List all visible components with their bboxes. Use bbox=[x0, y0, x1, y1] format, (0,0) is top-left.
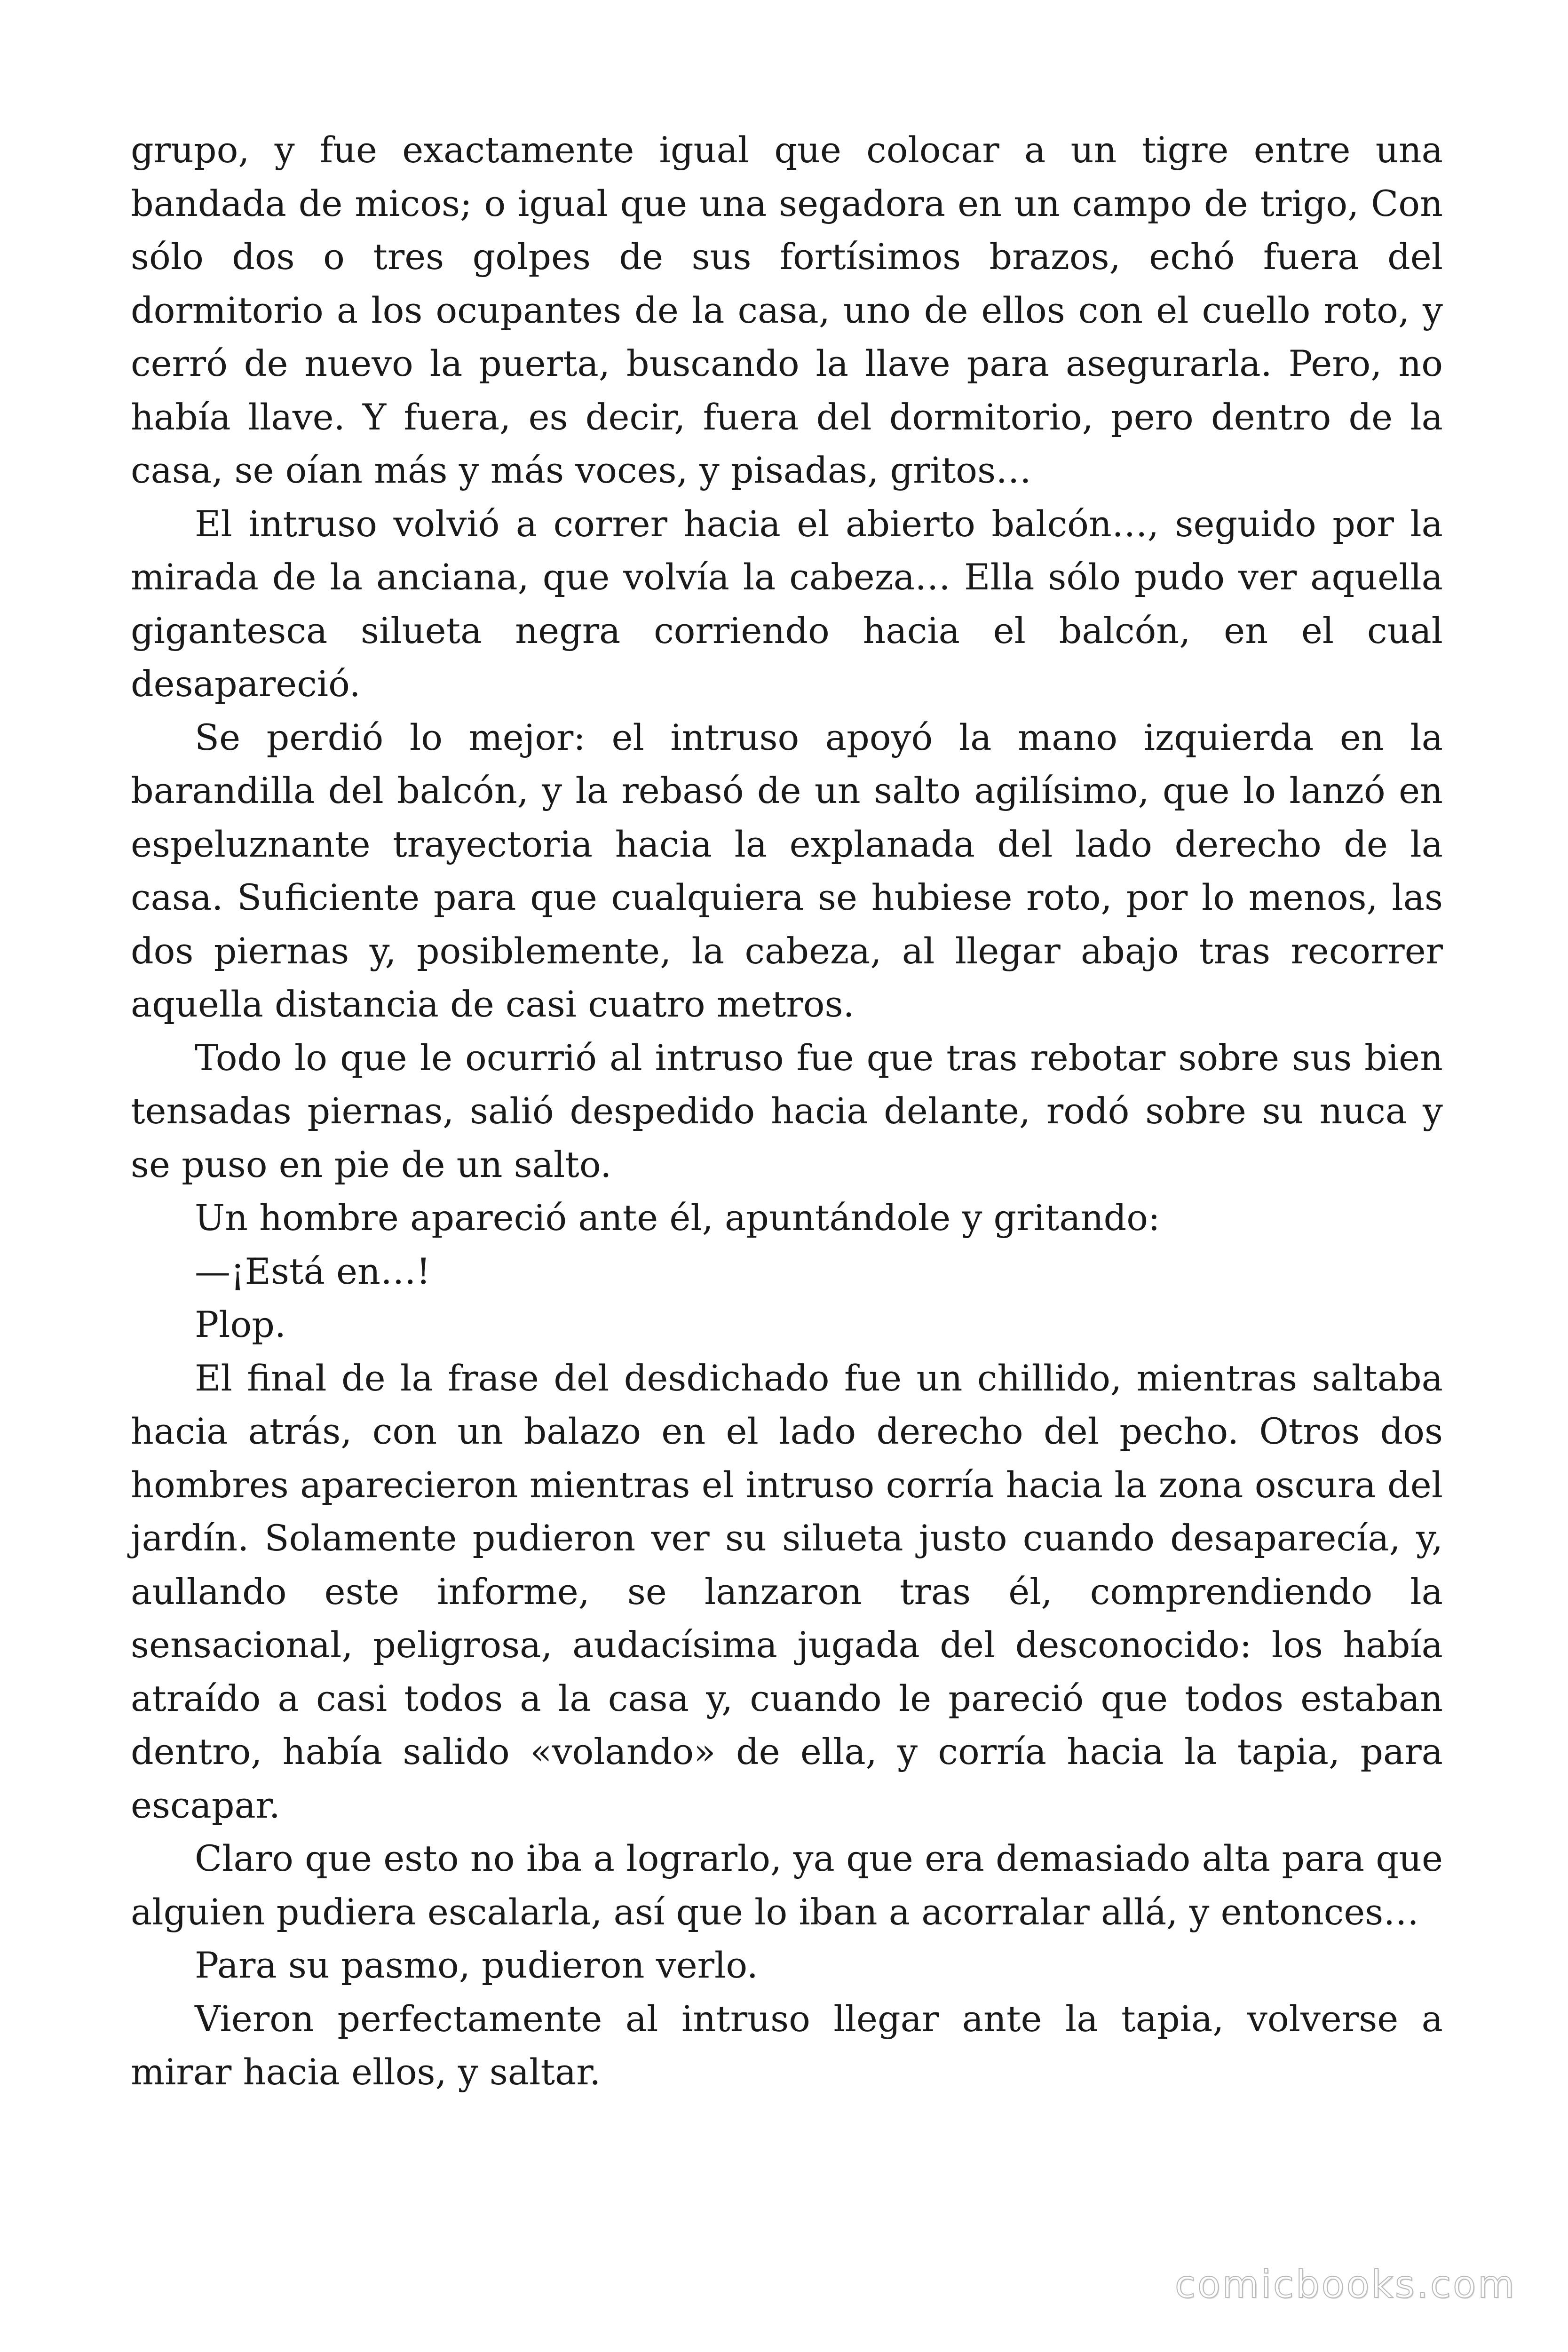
dialogue-line: —¡Está en…! bbox=[195, 1250, 431, 1292]
paragraph: El intruso volvió a correr hacia el abierto balcón…, seguido por la mirada de la anciana, que volvía la cabeza… Ella sólo pudo ver aquella gigantesca silueta negra corriendo hacia el balcón, en el cual desapareció. bbox=[131, 502, 1443, 705]
paragraph: Un hombre apareció ante él, apuntándole y gritando: bbox=[195, 1197, 1160, 1239]
paragraph: Vieron perfectamente al intruso llegar ante la tapia, volverse a mirar hacia ellos, y saltar. bbox=[131, 1997, 1443, 2093]
paragraph: Todo lo que le ocurrió al intruso fue que tras rebotar sobre sus bien tensadas piernas, salió despedido hacia delante, rodó sobre su nuca y se puso en pie de un salto. bbox=[131, 1036, 1443, 1185]
body-text bbox=[131, 123, 1443, 2099]
paragraph: Se perdió lo mejor: el intruso apoyó la mano izquierda en la barandilla del balcón, y la rebasó de un salto agilísimo, que lo lanzó en espeluznante trayectoria hacia la explanada del lado derecho de la casa. Suficiente para que cualquiera se hubiese roto, por lo menos, las dos piernas y, posiblemente, la cabeza, al llegar abajo tras recorrer aquella distancia de casi cuatro metros. bbox=[131, 716, 1443, 1025]
paragraph: grupo, y fue exactamente igual que colocar a un tigre entre una bandada de micos; o igual que una segadora en un campo de trigo, Con sólo dos o tres golpes de sus fortísimos brazos, echó fuera del dormitorio a los ocupantes de la casa, uno de ellos con el cuello roto, y cerró de nuevo la puerta, buscando la llave para asegurarla. Pero, no había llave. Y fuera, es decir, fuera del dormitorio, pero dentro de la casa, se oían más y más voces, y pisadas, gritos… bbox=[131, 129, 1443, 491]
paragraph: Claro que esto no iba a lograrlo, ya que era demasiado alta para que alguien pudiera escalarla, así que lo iban a acorralar allá, y entonces… bbox=[131, 1837, 1443, 1933]
paragraph: Plop. bbox=[195, 1303, 286, 1345]
watermark-logo: comicbooks.com bbox=[1174, 2263, 1516, 2306]
paragraph: Para su pasmo, pudieron verlo. bbox=[195, 1944, 758, 1986]
paragraph: El final de la frase del desdichado fue un chillido, mientras saltaba hacia atrás, con un balazo en el lado derecho del pecho. Otros dos hombres aparecieron mientras el intruso corría hacia la zona oscura del jardín. Solamente pudieron ver su silueta justo cuando desaparecía, y, aullando este informe, se lanzaron tras él, comprendiendo la sensacional, peligrosa, audacísima jugada del desconocido: los había atraído a casi todos a la casa y, cuando le pareció que todos estaban dentro, había salido «volando» de ella, y corría hacia la tapia, para escapar. bbox=[131, 1357, 1443, 1826]
